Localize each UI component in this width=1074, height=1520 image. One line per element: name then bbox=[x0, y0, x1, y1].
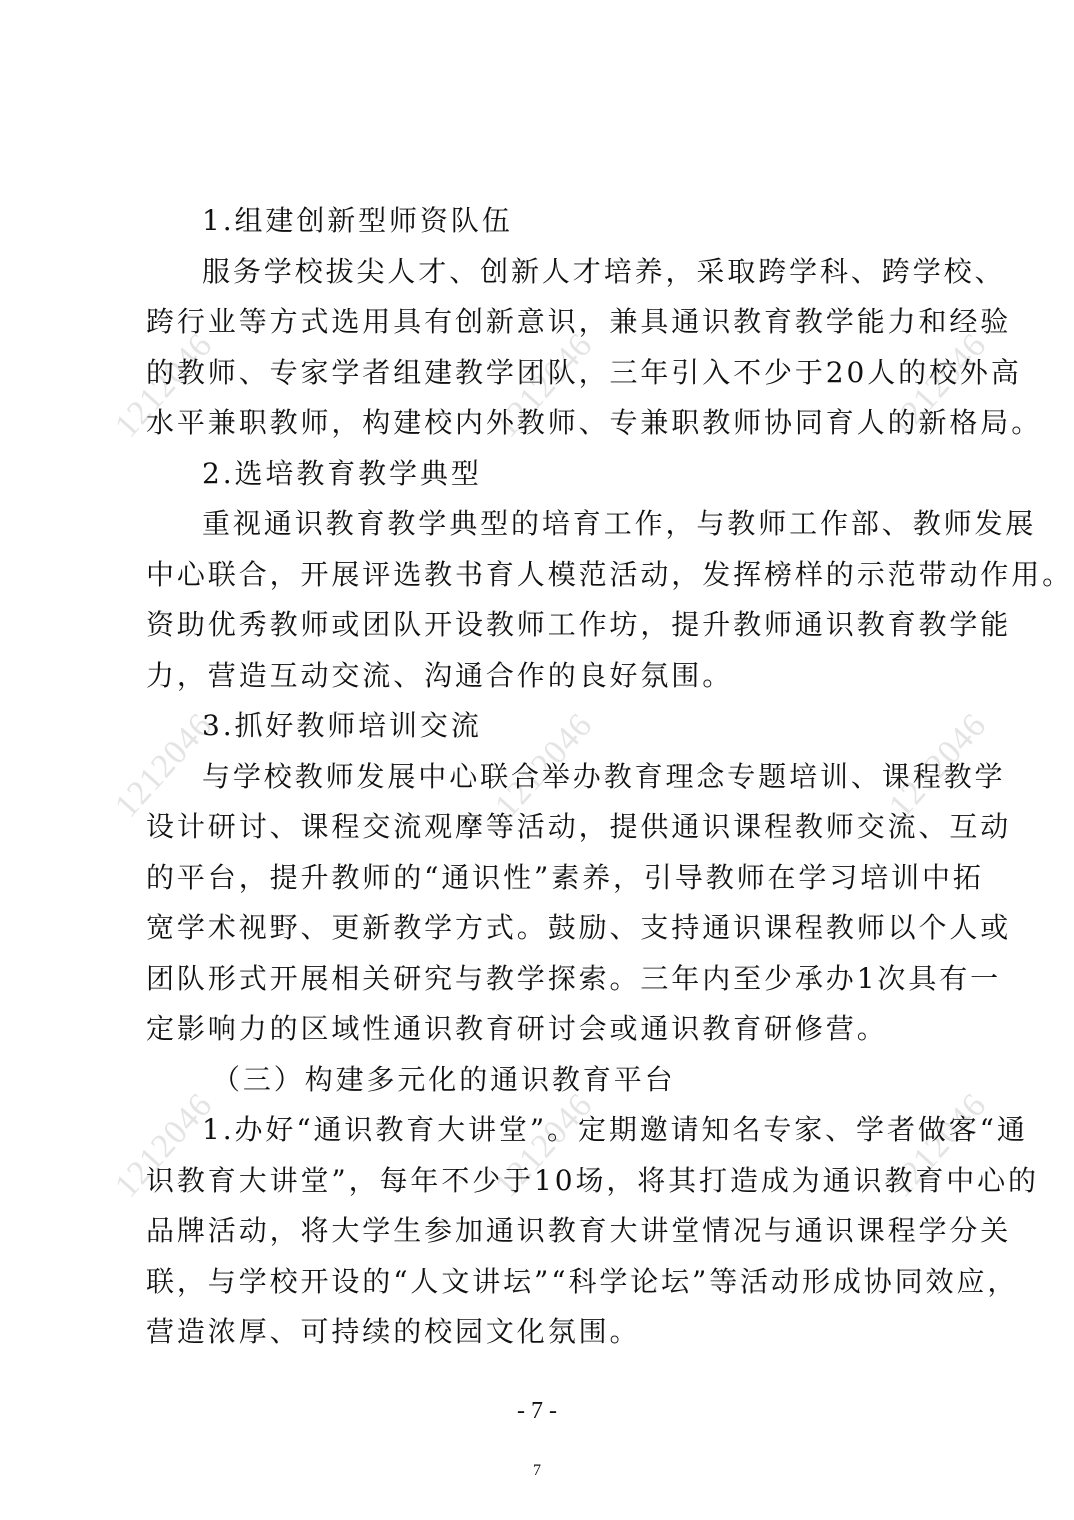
watermark-text: 1212046 bbox=[108, 326, 220, 445]
body-line: 识教育大讲堂”，每年不少于10场，将其打造成为通识教育中心的 bbox=[146, 1163, 1039, 1197]
body-line: 资助优秀教师或团队开设教师工作坊，提升教师通识教育教学能 bbox=[146, 608, 1012, 641]
body-line: 重视通识教育教学典型的培育工作，与教师工作部、教师发展 bbox=[202, 507, 1037, 540]
body-line: 力，营造互动交流、沟通合作的良好氛围。 bbox=[146, 658, 734, 692]
watermark-text: 1212046 bbox=[108, 1086, 220, 1205]
page-number-label: - 7 - bbox=[517, 1398, 557, 1424]
body-line: 宽学术视野、更新教学方式。鼓励、支持通识课程教师以个人或 bbox=[146, 911, 1012, 944]
body-line: 团队形式开展相关研究与教学探索。三年内至少承办1次具有一 bbox=[146, 961, 1002, 995]
document-body bbox=[146, 196, 1074, 1358]
body-line: 跨行业等方式选用具有创新意识，兼具通识教育教学能力和经验 bbox=[146, 305, 1012, 338]
body-line: 与学校教师发展中心联合举办教育理念专题培训、课程教学 bbox=[202, 759, 1006, 793]
body-line: 的平台，提升教师的“通识性”素养，引导教师在学习培训中拓 bbox=[146, 860, 984, 894]
body-line: 2.选培教育教学典型 bbox=[202, 456, 482, 490]
body-line: 水平兼职教师，构建校内外教师、专兼职教师协同育人的新格局。 bbox=[146, 406, 1043, 439]
body-line: 设计研讨、课程交流观摩等活动，提供通识课程教师交流、互动 bbox=[146, 810, 1012, 843]
watermark-text: 1212046 bbox=[882, 326, 994, 445]
watermark-text: 1212046 bbox=[882, 706, 994, 825]
page-number: 7 bbox=[533, 1462, 541, 1479]
watermark-text: 1212046 bbox=[488, 326, 600, 445]
watermark-text: 1212046 bbox=[108, 706, 220, 825]
watermark-text: 1212046 bbox=[488, 706, 600, 825]
body-line: 联，与学校开设的“人文讲坛”“科学论坛”等活动形成协同效应， bbox=[146, 1264, 1019, 1298]
body-line: 服务学校拔尖人才、创新人才培养，采取跨学科、跨学校、 bbox=[202, 254, 1006, 288]
watermark-text: 1212046 bbox=[488, 1086, 600, 1205]
body-line: 1.组建创新型师资队伍 bbox=[202, 204, 513, 237]
body-line: 定影响力的区域性通识教育研讨会或通识教育研修营。 bbox=[146, 1012, 888, 1045]
body-line: 的教师、专家学者组建教学团队，三年引入不少于20人的校外高 bbox=[146, 355, 1022, 389]
body-line: 1.办好“通识教育大讲堂”。定期邀请知名专家、学者做客“通 bbox=[202, 1113, 1028, 1146]
section-heading: （三）构建多元化的通识教育平台 bbox=[212, 1062, 676, 1096]
body-line: 营造浓厚、可持续的校园文化氛围。 bbox=[146, 1315, 641, 1348]
body-line: 中心联合，开展评选教书育人模范活动，发挥榜样的示范带动作用。 bbox=[146, 557, 1074, 591]
watermark-text: 1212046 bbox=[882, 1086, 994, 1205]
body-line: 3.抓好教师培训交流 bbox=[202, 709, 482, 742]
body-line: 品牌活动，将大学生参加通识教育大讲堂情况与通识课程学分关 bbox=[146, 1214, 1012, 1247]
